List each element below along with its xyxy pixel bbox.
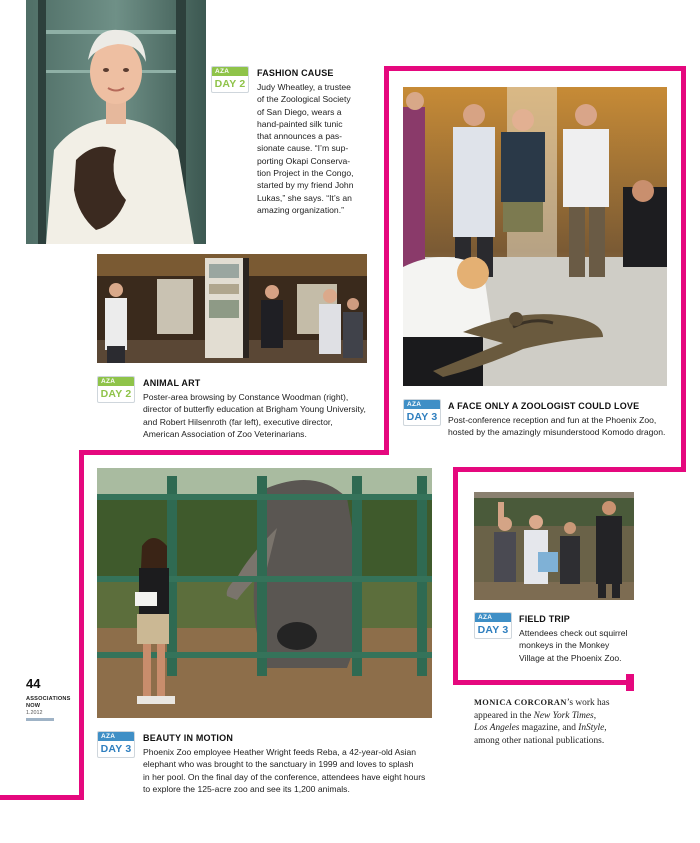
caption-line: tion Project in the Congo,	[257, 168, 354, 179]
caption-line: Judy Wheatley, a trustee	[257, 82, 351, 92]
folio-bar	[26, 718, 54, 721]
badge-day-label: DAY 3	[477, 624, 509, 636]
caption-body-fashion	[257, 81, 383, 216]
route-line-segment	[453, 680, 628, 685]
route-line-segment	[453, 467, 686, 472]
credit-text: appeared in the	[474, 710, 532, 721]
caption-line: Poster-area browsing by Constance Woodman (right),	[143, 392, 349, 402]
caption-line: American Association of Zoo Veterinarians.	[143, 428, 307, 439]
caption-line: elephant who was brought to the sanctuary in 1999 and loves to splash	[143, 759, 414, 770]
day3-badge	[474, 612, 512, 639]
caption-title-beauty: BEAUTY IN MOTION	[143, 733, 234, 743]
caption-line: Post-conference reception and fun at the Phoenix Zoo,	[448, 415, 657, 425]
caption-title-animal-art: ANIMAL ART	[143, 378, 201, 388]
route-line-segment	[384, 66, 389, 455]
credit-line	[474, 697, 684, 710]
photo-beauty-in-motion	[97, 468, 432, 718]
badge-day-label: DAY 3	[100, 743, 132, 755]
caption-line: that announces a pas-	[257, 131, 343, 142]
caption-line: director of butterfly education at Brigham Young University,	[143, 404, 366, 415]
route-line-segment	[384, 66, 686, 71]
photo-zoologist	[403, 87, 667, 386]
caption-line: Phoenix Zoo employee Heather Wright feeds Reba, a 42-year-old Asian	[143, 747, 417, 757]
caption-body-beauty	[143, 746, 439, 795]
photo-animal-art	[97, 254, 367, 363]
author-credit	[474, 697, 684, 747]
photo-field-trip	[474, 492, 634, 600]
publication-name: Los Angeles	[474, 723, 520, 734]
credit-text: ,	[604, 723, 607, 734]
publication-name: ASSOCIATIONS	[26, 696, 71, 702]
photo-fashion-cause	[26, 0, 206, 244]
route-line-segment	[453, 467, 458, 685]
caption-line: porting Okapi Conserva-	[257, 155, 351, 166]
caption-line: of the Zoological Society	[257, 94, 351, 105]
badge-org-label: AZA	[98, 732, 134, 741]
caption-line: hosted by the amazingly misunderstood Komodo dragon.	[448, 427, 666, 438]
caption-body-zoologist	[448, 414, 676, 439]
caption-line: of San Diego, wears a	[257, 106, 342, 117]
caption-title-fashion: FASHION CAUSE	[257, 68, 334, 78]
caption-line: and Robert Hilsenroth (far left), executive director,	[143, 416, 333, 427]
route-line-segment	[79, 450, 84, 800]
day2-badge	[97, 376, 135, 403]
badge-org-label: AZA	[212, 67, 248, 76]
caption-body-animal-art	[143, 391, 379, 440]
day2-badge	[211, 66, 249, 93]
day3-badge	[97, 731, 135, 758]
badge-day-label: DAY 2	[100, 388, 132, 400]
caption-line: Village at the Phoenix Zoo.	[519, 652, 622, 663]
caption-line: Attendees check out squirrel	[519, 628, 628, 638]
caption-line: monkeys in the Monkey	[519, 640, 610, 651]
caption-line: in her pool. On the final day of the conference, attendees have eight hours	[143, 771, 426, 782]
credit-line: among other national publications.	[474, 735, 605, 746]
badge-day-label: DAY 3	[406, 411, 438, 423]
caption-line: started by my friend John	[257, 180, 354, 191]
caption-line: hand-painted silk tunic	[257, 118, 343, 129]
publication-name: NOW	[26, 703, 41, 709]
credit-text: magazine, and	[519, 723, 579, 734]
issue-date: 1.2012	[26, 710, 43, 716]
caption-line: amazing organization.”	[257, 204, 344, 215]
page-number: 44	[26, 676, 41, 691]
badge-org-label: AZA	[404, 400, 440, 409]
publication-name: InStyle	[578, 723, 605, 734]
route-line-segment	[79, 450, 389, 455]
caption-line: Lukas,” she says. “It’s an	[257, 192, 352, 203]
caption-title-zoologist: A FACE ONLY A ZOOLOGIST COULD LOVE	[448, 401, 640, 411]
publication-name: New York Times	[533, 710, 594, 721]
credit-text: ’s work has	[566, 698, 610, 708]
route-line-segment	[0, 795, 84, 800]
caption-title-field-trip: FIELD TRIP	[519, 614, 570, 624]
route-line-end-cap	[626, 674, 634, 691]
credit-line: appeared in the New York Times,	[474, 710, 597, 721]
caption-line: sionate cause. “I’m sup-	[257, 143, 349, 154]
badge-org-label: AZA	[475, 613, 511, 622]
caption-body-field-trip	[519, 627, 649, 664]
day3-badge	[403, 399, 441, 426]
route-line-segment	[681, 66, 686, 472]
caption-line: to explore the 125-acre zoo and see its 1,200 animals.	[143, 783, 350, 794]
badge-org-label: AZA	[98, 377, 134, 386]
credit-line	[474, 722, 684, 735]
badge-day-label: DAY 2	[214, 78, 246, 90]
author-name: MONICA CORCORAN	[474, 698, 567, 707]
